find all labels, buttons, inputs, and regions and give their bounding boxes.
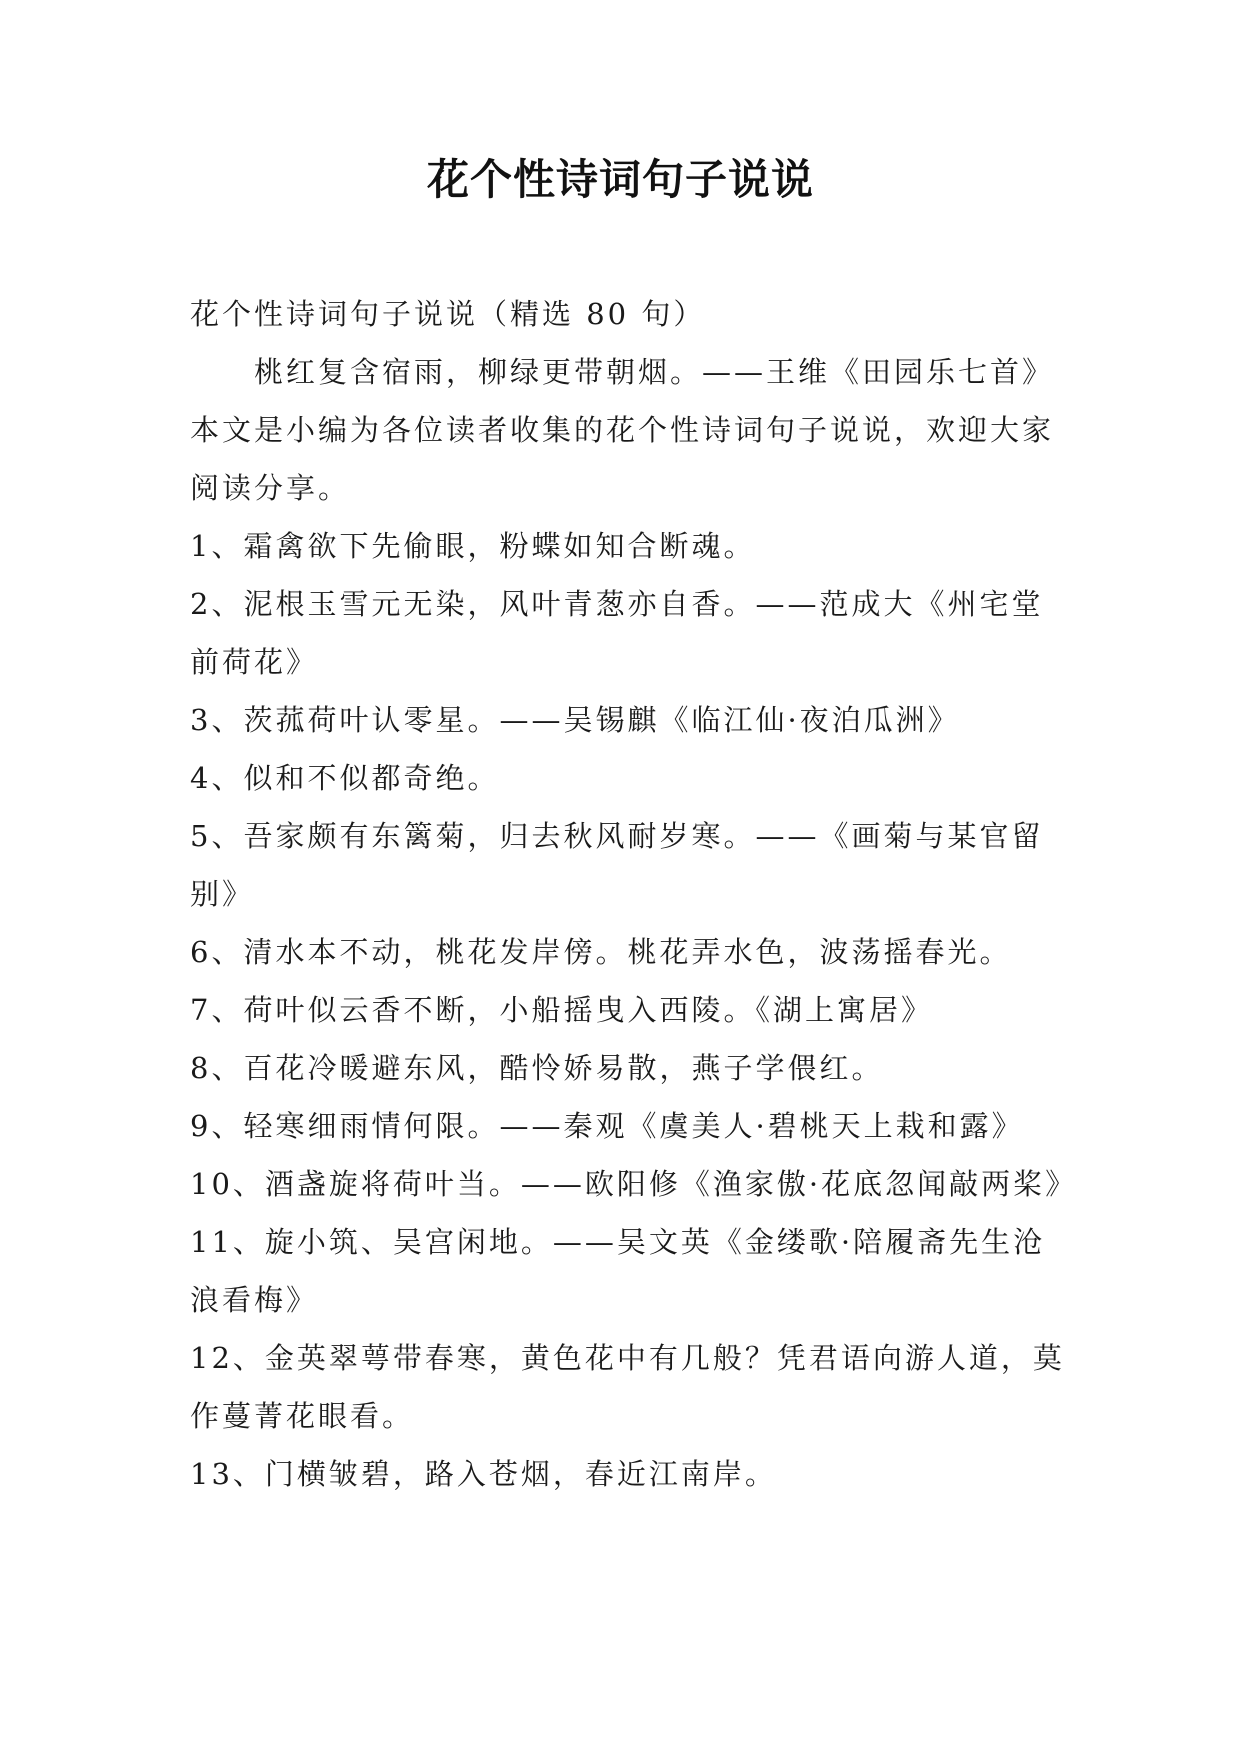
list-item: 7、荷叶似云香不断，小船摇曳入西陵。《湖上寓居》	[190, 993, 933, 1027]
list-item: 9、轻寒细雨情何限。——秦观《虞美人·碧桃天上栽和露》	[190, 1109, 1024, 1143]
list-item: 13、门横皱碧，路入苍烟，春近江南岸。	[190, 1457, 777, 1491]
list-item: 6、清水本不动，桃花发岸傍。桃花弄水色，波荡摇春光。	[190, 935, 1012, 969]
list-item: 10、酒盏旋将荷叶当。——欧阳修《渔家傲·花底忽闻敲两桨》	[190, 1167, 1078, 1201]
subtitle: 花个性诗词句子说说（精选 80 句）	[190, 297, 706, 331]
list-item: 12、金英翠萼带春寒，黄色花中有几般？凭君语向游人道，莫作蔓菁花眼看。	[190, 1341, 1065, 1433]
list-item: 2、泥根玉雪元无染，风叶青葱亦自香。——范成大《州宅堂前荷花》	[190, 587, 1044, 679]
list-item: 5、吾家颇有东篱菊，归去秋风耐岁寒。——《画菊与某官留别》	[190, 819, 1044, 911]
list-item: 8、百花冷暖避东风，酷怜娇易散，燕子学偎红。	[190, 1051, 884, 1085]
list-item: 3、茨菰荷叶认零星。——吴锡麒《临江仙·夜泊瓜洲》	[190, 703, 960, 737]
document-title: 花个性诗词句子说说	[426, 155, 814, 204]
document-body	[190, 285, 1078, 1503]
list-item: 1、霜禽欲下先偷眼，粉蝶如知合断魂。	[190, 529, 756, 563]
intro-paragraph: 桃红复含宿雨，柳绿更带朝烟。——王维《田园乐七首》本文是小编为各位读者收集的花个性诗词句子说说，欢迎大家阅读分享。	[190, 355, 1055, 505]
list-item: 4、似和不似都奇绝。	[190, 761, 500, 795]
list-item: 11、旋小筑、吴宫闲地。——吴文英《金缕歌·陪履斋先生沧浪看梅》	[190, 1225, 1046, 1317]
